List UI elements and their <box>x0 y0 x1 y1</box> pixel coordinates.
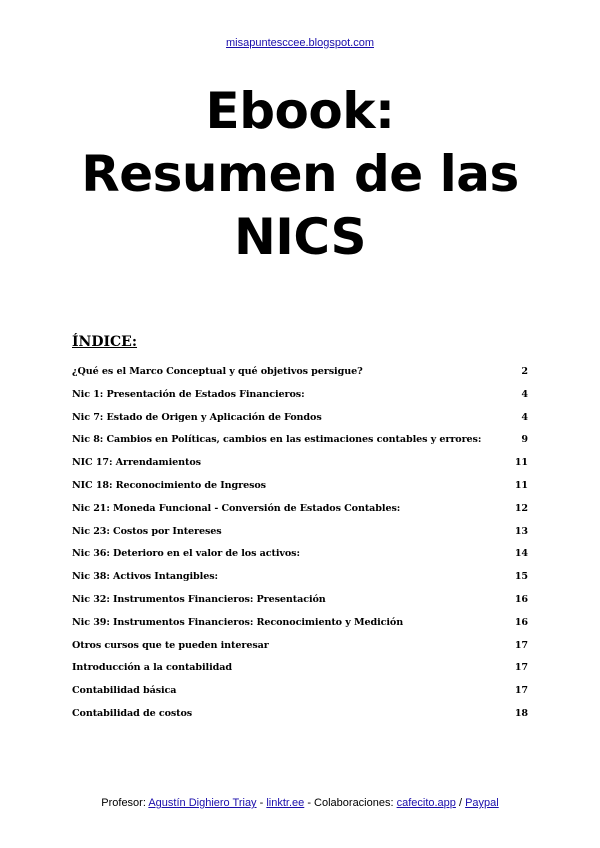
toc-entry-label: Otros cursos que te pueden interesar <box>72 639 269 651</box>
toc-entry-label: Nic 1: Presentación de Estados Financieros: <box>72 388 305 400</box>
toc-entry[interactable] <box>72 526 528 549</box>
toc-entry-label: NIC 18: Reconocimiento de Ingresos <box>72 479 266 491</box>
toc-entry-label: Nic 36: Deterioro en el valor de los activos: <box>72 548 300 560</box>
toc-entry-page: 9 <box>521 434 528 446</box>
toc-entry[interactable] <box>72 662 528 685</box>
toc-entry-label: Nic 32: Instrumentos Financieros: Presentación <box>72 593 326 605</box>
toc-entry-label: Nic 38: Activos Intangibles: <box>72 571 218 583</box>
toc-entry-page: 12 <box>514 502 528 514</box>
toc-entry-page: 16 <box>514 593 528 605</box>
author-link[interactable]: Agustín Dighiero Triay <box>148 797 257 809</box>
toc-entry[interactable] <box>72 457 528 480</box>
toc-entry[interactable] <box>72 412 528 435</box>
toc-entry-label: Contabilidad básica <box>72 685 177 697</box>
footer <box>0 797 600 809</box>
toc-entry-page: 15 <box>514 571 528 583</box>
toc-entry-page: 13 <box>514 525 528 537</box>
toc-entry[interactable] <box>72 617 528 640</box>
footer-slash: / <box>455 797 466 809</box>
toc-entry-label: Introducción a la contabilidad <box>72 662 232 674</box>
toc-entry[interactable] <box>72 594 528 617</box>
cafecito-link[interactable]: cafecito.app <box>396 797 456 809</box>
title-line-3: NICS <box>233 208 367 266</box>
table-of-contents <box>72 366 528 731</box>
toc-entry-label: ¿Qué es el Marco Conceptual y qué objetivos persigue? <box>72 366 363 377</box>
toc-entry[interactable] <box>72 548 528 571</box>
title-line-2: Resumen de las <box>81 145 519 203</box>
toc-entry-page: 16 <box>514 616 528 628</box>
site-link[interactable]: misapuntesccee.blogspot.com <box>226 37 374 49</box>
toc-entry[interactable] <box>72 685 528 708</box>
toc-entry-label: Nic 23: Costos por Intereses <box>72 525 222 537</box>
toc-entry-page: 14 <box>514 548 528 560</box>
footer-prefix: Profesor: <box>101 797 149 809</box>
toc-entry-label: NIC 17: Arrendamientos <box>72 457 201 469</box>
toc-entry-label: Nic 39: Instrumentos Financieros: Reconocimiento y Medición <box>72 616 404 628</box>
toc-entry[interactable] <box>72 366 528 389</box>
toc-entry-page: 4 <box>521 388 528 400</box>
toc-entry-page: 2 <box>521 366 528 377</box>
toc-entry-label: Nic 8: Cambios en Políticas, cambios en las estimaciones contables y errores: <box>72 434 482 446</box>
toc-entry[interactable] <box>72 708 528 731</box>
paypal-link[interactable]: Paypal <box>465 797 499 809</box>
linktree-link[interactable]: linktr.ee <box>266 797 305 809</box>
toc-entry[interactable] <box>72 389 528 412</box>
footer-collaborations-label: - Colaboraciones: <box>304 797 397 809</box>
toc-entry-page: 11 <box>514 457 528 469</box>
toc-entry-label: Nic 7: Estado de Origen y Aplicación de Fondos <box>72 411 322 423</box>
toc-entry-label: Contabilidad de costos <box>72 707 193 719</box>
toc-entry-page: 17 <box>514 685 528 697</box>
toc-entry-page: 17 <box>514 662 528 674</box>
toc-entry[interactable] <box>72 480 528 503</box>
toc-entry-label: Nic 21: Moneda Funcional - Conversión de Estados Contables: <box>72 502 401 514</box>
toc-entry-page: 11 <box>514 479 528 491</box>
toc-entry[interactable] <box>72 571 528 594</box>
toc-entry-page: 4 <box>521 411 528 423</box>
toc-entry-page: 17 <box>514 639 528 651</box>
toc-entry-page: 18 <box>514 707 528 719</box>
page-title <box>0 80 600 269</box>
toc-entry[interactable] <box>72 434 528 457</box>
index-heading: ÍNDICE: <box>72 334 138 350</box>
toc-entry[interactable] <box>72 503 528 526</box>
footer-separator: - <box>256 797 267 809</box>
toc-entry[interactable] <box>72 640 528 663</box>
title-line-1: Ebook: <box>205 82 395 140</box>
